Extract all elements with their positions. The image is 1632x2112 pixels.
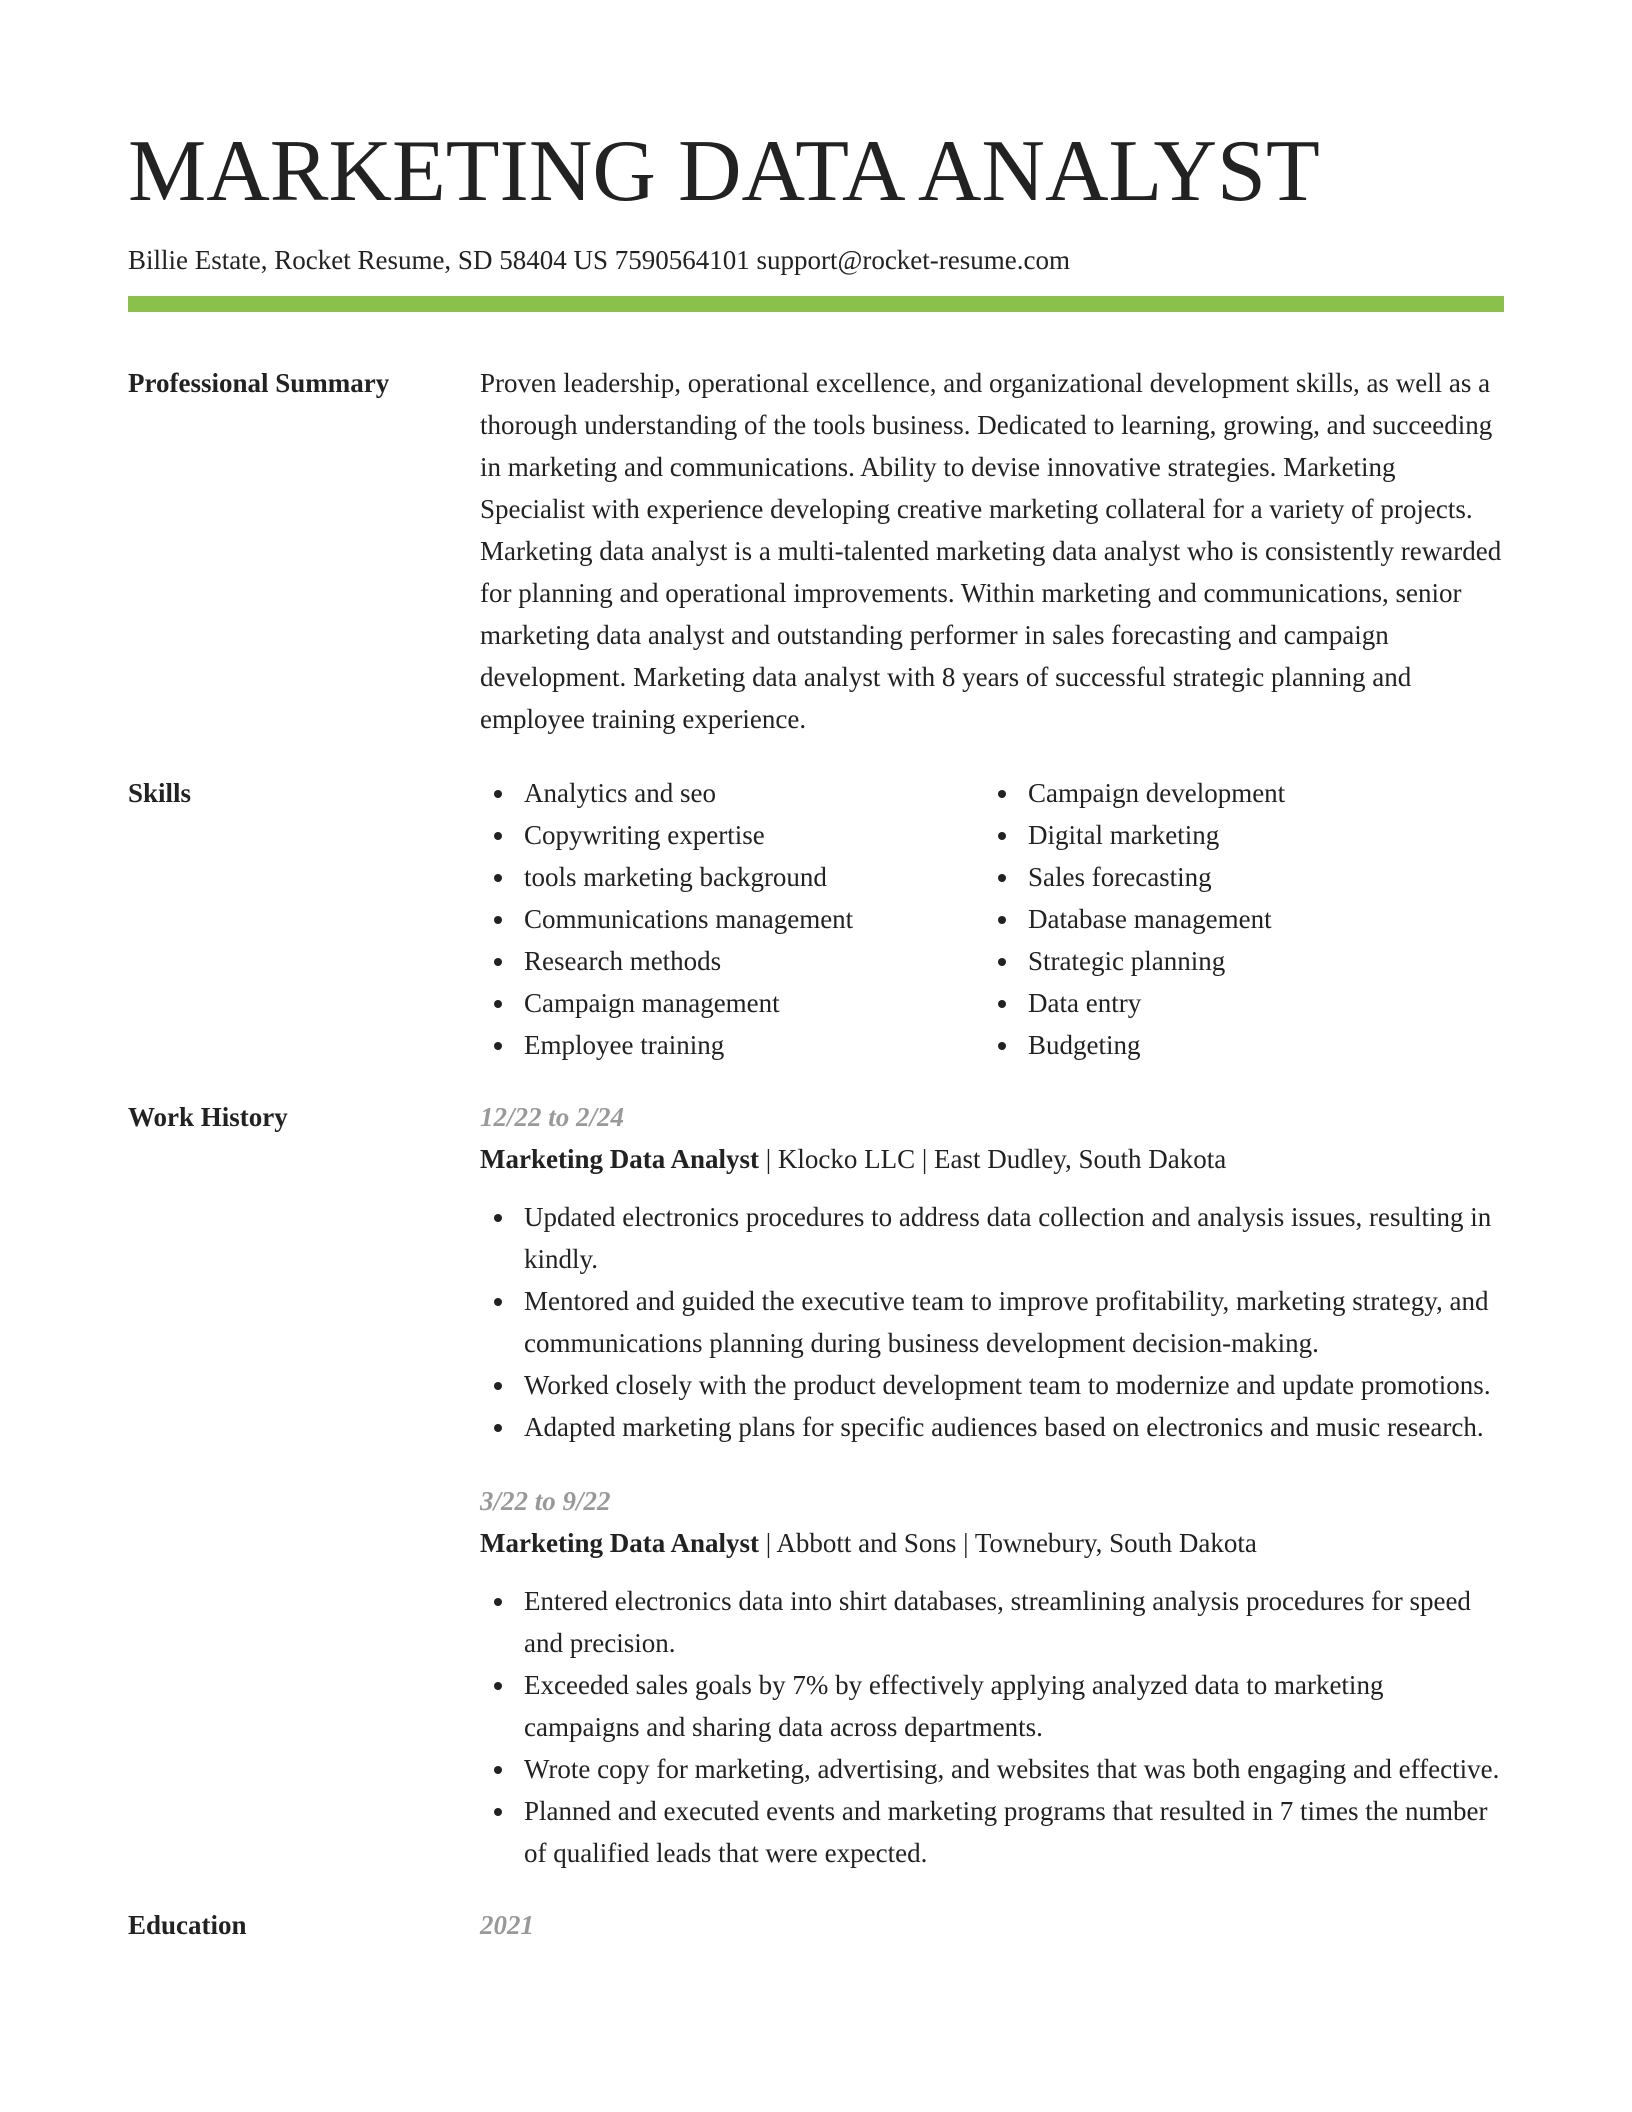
job-entry: [480, 1096, 1504, 1448]
job-title-line: [480, 1522, 1504, 1564]
job-bullet: Exceeded sales goals by 7% by effectively applying analyzed data to marketing campaigns and sharing data across departments.: [480, 1664, 1504, 1748]
job-employer-location: | Klocko LLC | East Dudley, South Dakota: [759, 1144, 1227, 1174]
skills-section: [128, 772, 1504, 1066]
job-title: Marketing Data Analyst: [480, 1528, 759, 1558]
job-bullets: [480, 1580, 1504, 1874]
skill-item: Employee training: [480, 1024, 984, 1066]
resume-title: MARKETING DATA ANALYST: [128, 123, 1320, 220]
section-label-education: Education: [128, 1910, 247, 1940]
skill-item: Campaign development: [984, 772, 1488, 814]
job-title-line: [480, 1138, 1504, 1180]
skill-item: Data entry: [984, 982, 1488, 1024]
job-title: Marketing Data Analyst: [480, 1144, 759, 1174]
education-section: [128, 1904, 1504, 1946]
professional-summary-section: [128, 362, 1504, 740]
job-dates: 12/22 to 2/24: [480, 1102, 625, 1132]
accent-divider: [128, 296, 1504, 312]
job-bullet: Planned and executed events and marketing programs that resulted in 7 times the number of qualified leads that were expected.: [480, 1790, 1504, 1874]
skill-item: Research methods: [480, 940, 984, 982]
skills-grid: [480, 772, 1504, 1066]
work-history-body: [480, 1096, 1504, 1874]
skills-column-right: [984, 772, 1488, 1066]
skill-item: tools marketing background: [480, 856, 984, 898]
job-entry: [480, 1480, 1504, 1874]
job-bullet: Mentored and guided the executive team to improve profitability, marketing strategy, and communications planning during business development decision-making.: [480, 1280, 1504, 1364]
skill-item: Analytics and seo: [480, 772, 984, 814]
job-dates: 3/22 to 9/22: [480, 1486, 611, 1516]
skill-item: Copywriting expertise: [480, 814, 984, 856]
job-bullet: Entered electronics data into shirt databases, streamlining analysis procedures for speed and precision.: [480, 1580, 1504, 1664]
education-year: 2021: [480, 1910, 534, 1940]
skill-item: Database management: [984, 898, 1488, 940]
skill-item: Communications management: [480, 898, 984, 940]
skills-body: [480, 772, 1504, 1066]
section-label-summary: Professional Summary: [128, 368, 390, 398]
education-body: [480, 1904, 1504, 1946]
job-bullet: Adapted marketing plans for specific audiences based on electronics and music research.: [480, 1406, 1504, 1448]
section-label-skills: Skills: [128, 778, 192, 808]
job-bullets: [480, 1196, 1504, 1448]
work-history-section: [128, 1096, 1504, 1874]
skill-item: Campaign management: [480, 982, 984, 1024]
job-bullet: Wrote copy for marketing, advertising, and websites that was both engaging and effective.: [480, 1748, 1504, 1790]
skills-column-left: [480, 772, 984, 1066]
job-bullet: Updated electronics procedures to address data collection and analysis issues, resulting in kindly.: [480, 1196, 1504, 1280]
skill-item: Strategic planning: [984, 940, 1488, 982]
skill-item: Budgeting: [984, 1024, 1488, 1066]
contact-line: Billie Estate, Rocket Resume, SD 58404 US 7590564101 support@rocket-resume.com: [128, 245, 1070, 275]
job-bullet: Worked closely with the product development team to modernize and update promotions.: [480, 1364, 1504, 1406]
skill-item: Digital marketing: [984, 814, 1488, 856]
skill-item: Sales forecasting: [984, 856, 1488, 898]
resume-page: [128, 118, 1504, 1946]
section-label-work-history: Work History: [128, 1102, 288, 1132]
job-employer-location: | Abbott and Sons | Townebury, South Dakota: [759, 1528, 1257, 1558]
summary-text: Proven leadership, operational excellence, and organizational development skills, as well as a thorough understanding of the tools business. Dedicated to learning, growing, and succeeding in marketing and communications. Ability to devise innovative strategies. Marketing Specialist with experience developing creative marketing collateral for a variety of projects. Marketing data analyst is a multi-talented marketing data analyst who is consistently rewarded for planning and operational improvements. Within marketing and communications, senior marketing data analyst and outstanding performer in sales forecasting and campaign development. Marketing data analyst with 8 years of successful strategic planning and employee training experience.: [480, 368, 1502, 734]
